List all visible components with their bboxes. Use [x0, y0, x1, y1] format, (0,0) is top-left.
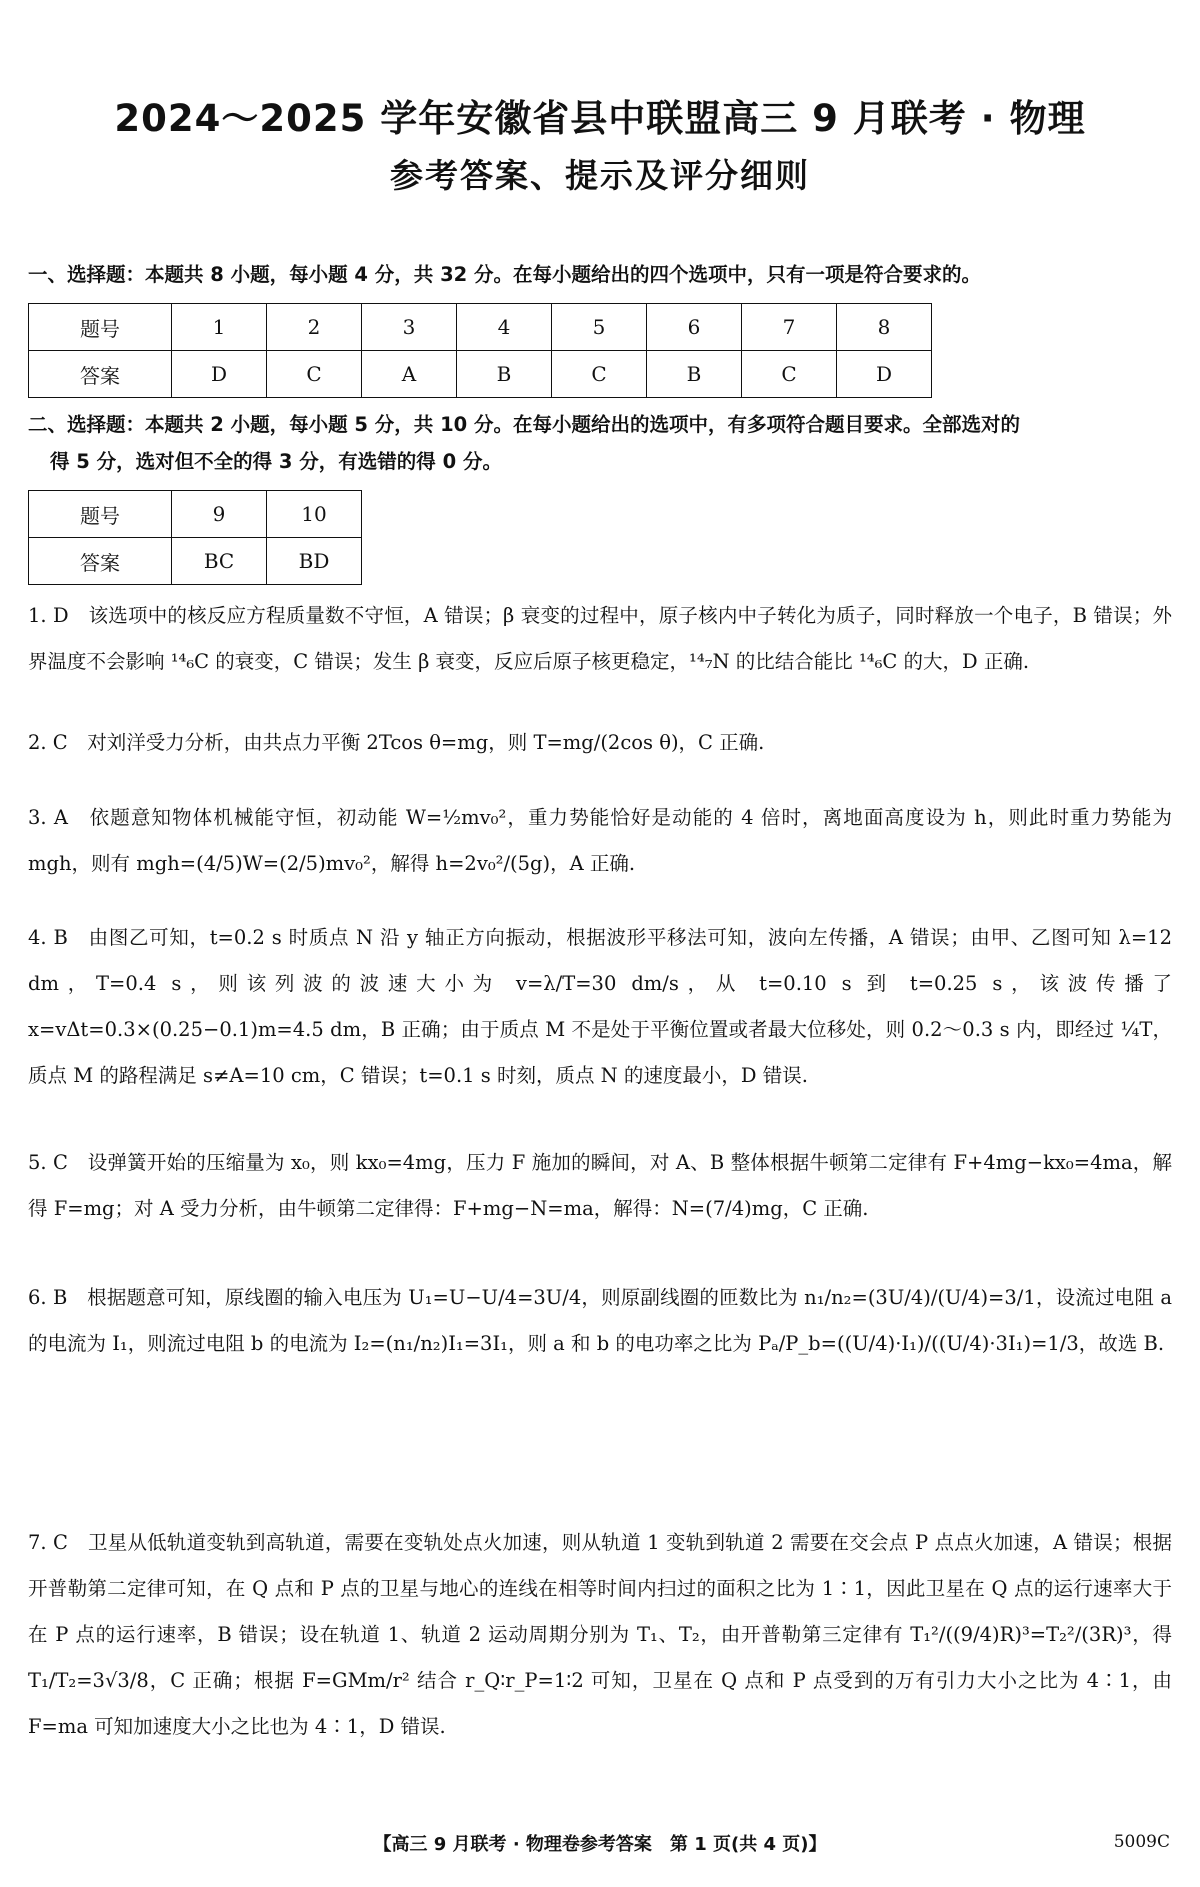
answer-cell: C	[552, 351, 647, 398]
question-number: 5	[552, 304, 647, 351]
table-row	[29, 351, 932, 398]
question-number: 9	[172, 491, 267, 538]
table-row	[29, 538, 362, 585]
section1-heading: 一、选择题：本题共 8 小题，每小题 4 分，共 32 分。在每小题给出的四个选项中，只有一项是符合要求的。	[28, 263, 982, 286]
answer-cell: D	[837, 351, 932, 398]
solution-q7: 7. C 卫星从低轨道变轨到高轨道，需要在变轨处点火加速，则从轨道 1 变轨到轨道 2 需要在交会点 P 点点火加速，A 错误；根据开普勒第二定律可知，在 Q 点和 P 点的卫星与地心的连线在相等时间内扫过的面积之比为 1∶1，因此卫星在 Q 点的运行速率大于在 P 点的运行速率，B 错误；设在轨道 1、轨道 2 运动周期分别为 T₁、T₂，由开普勒第三定律有 T₁²/((9/4)R)³=T₂²/(3R)³，得 T₁/T₂=3√3/8，C 正确；根据 F=GMm/r² 结合 r_Q∶r_P=1∶2 可知，卫星在 Q 点和 P 点受到的万有引力大小之比为 4∶1，由 F=ma 可知加速度大小之比也为 4∶1，D 错误.	[28, 1531, 1172, 1738]
answer-cell: B	[647, 351, 742, 398]
solution-q4: 4. B 由图乙可知，t=0.2 s 时质点 N 沿 y 轴正方向振动，根据波形平移法可知，波向左传播，A 错误；由甲、乙图可知 λ=12 dm，T=0.4 s，则该列波的波速大小为 v=λ/T=30 dm/s，从 t=0.10 s 到 t=0.25 s，该波传播了 x=vΔt=0.3×(0.25−0.1)m=4.5 dm，B 正确；由于质点 M 不是处于平衡位置或者最大位移处，则 0.2～0.3 s 内，即经过 ¼T，质点 M 的路程满足 s≠A=10 cm，C 错误；t=0.1 s 时刻，质点 N 的速度最小，D 错误.	[28, 926, 1172, 1087]
answer-cell: C	[742, 351, 837, 398]
question-number: 1	[172, 304, 267, 351]
answer-cell: A	[362, 351, 457, 398]
solution-q2: 2. C 对刘洋受力分析，由共点力平衡 2Tcos θ=mg，则 T=mg/(2cos θ)，C 正确.	[28, 731, 765, 754]
answer-cell: BC	[172, 538, 267, 585]
question-number: 7	[742, 304, 837, 351]
question-number: 2	[267, 304, 362, 351]
solution-q6: 6. B 根据题意可知，原线圈的输入电压为 U₁=U−U/4=3U/4，则原副线圈的匝数比为 n₁/n₂=(3U/4)/(U/4)=3/1，设流过电阻 a 的电流为 I₁，则流过电阻 b 的电流为 I₂=(n₁/n₂)I₁=3I₁，则 a 和 b 的电功率之比为 Pₐ/P_b=((U/4)·I₁)/((U/4)·3I₁)=1/3，故选 B.	[28, 1286, 1172, 1355]
answer-cell: C	[267, 351, 362, 398]
row-label-answer: 答案	[29, 538, 172, 585]
solution-q5: 5. C 设弹簧开始的压缩量为 x₀，则 kx₀=4mg，压力 F 施加的瞬间，对 A、B 整体根据牛顿第二定律有 F+4mg−kx₀=4ma，解得 F=mg；对 A 受力分析，由牛顿第二定律得：F+mg−N=ma，解得：N=(7/4)mg，C 正确.	[28, 1151, 1172, 1220]
question-number: 10	[267, 491, 362, 538]
table-row	[29, 491, 362, 538]
question-number: 6	[647, 304, 742, 351]
solution-q3: 3. A 依题意知物体机械能守恒，初动能 W=½mv₀²，重力势能恰好是动能的 4 倍时，离地面高度设为 h，则此时重力势能为 mgh，则有 mgh=(4/5)W=(2/5)mv₀²，解得 h=2v₀²/(5g)，A 正确.	[28, 806, 1172, 875]
answer-cell: B	[457, 351, 552, 398]
page-title: 2024～2025 学年安徽省县中联盟高三 9 月联考 · 物理	[114, 97, 1086, 140]
row-label-number: 题号	[29, 304, 172, 351]
answer-cell: D	[172, 351, 267, 398]
page-footer: 【高三 9 月联考 · 物理卷参考答案 第 1 页(共 4 页)】	[373, 1834, 827, 1855]
table-row	[29, 304, 932, 351]
page-subtitle: 参考答案、提示及评分细则	[390, 156, 810, 195]
row-label-number: 题号	[29, 491, 172, 538]
row-label-answer: 答案	[29, 351, 172, 398]
question-number: 8	[837, 304, 932, 351]
answer-cell: BD	[267, 538, 362, 585]
document-code: 5009C	[1113, 1832, 1170, 1852]
section1-answer-table	[28, 303, 932, 398]
question-number: 3	[362, 304, 457, 351]
section2-heading-line1: 二、选择题：本题共 2 小题，每小题 5 分，共 10 分。在每小题给出的选项中，有多项符合题目要求。全部选对的	[28, 413, 1021, 436]
question-number: 4	[457, 304, 552, 351]
section2-heading-line2: 得 5 分，选对但不全的得 3 分，有选错的得 0 分。	[50, 450, 502, 473]
section2-answer-table	[28, 490, 362, 585]
solution-q1: 1. D 该选项中的核反应方程质量数不守恒，A 错误；β 衰变的过程中，原子核内中子转化为质子，同时释放一个电子，B 错误；外界温度不会影响 ¹⁴₆C 的衰变，C 错误；发生 β 衰变，反应后原子核更稳定，¹⁴₇N 的比结合能比 ¹⁴₆C 的大，D 正确.	[28, 604, 1172, 673]
